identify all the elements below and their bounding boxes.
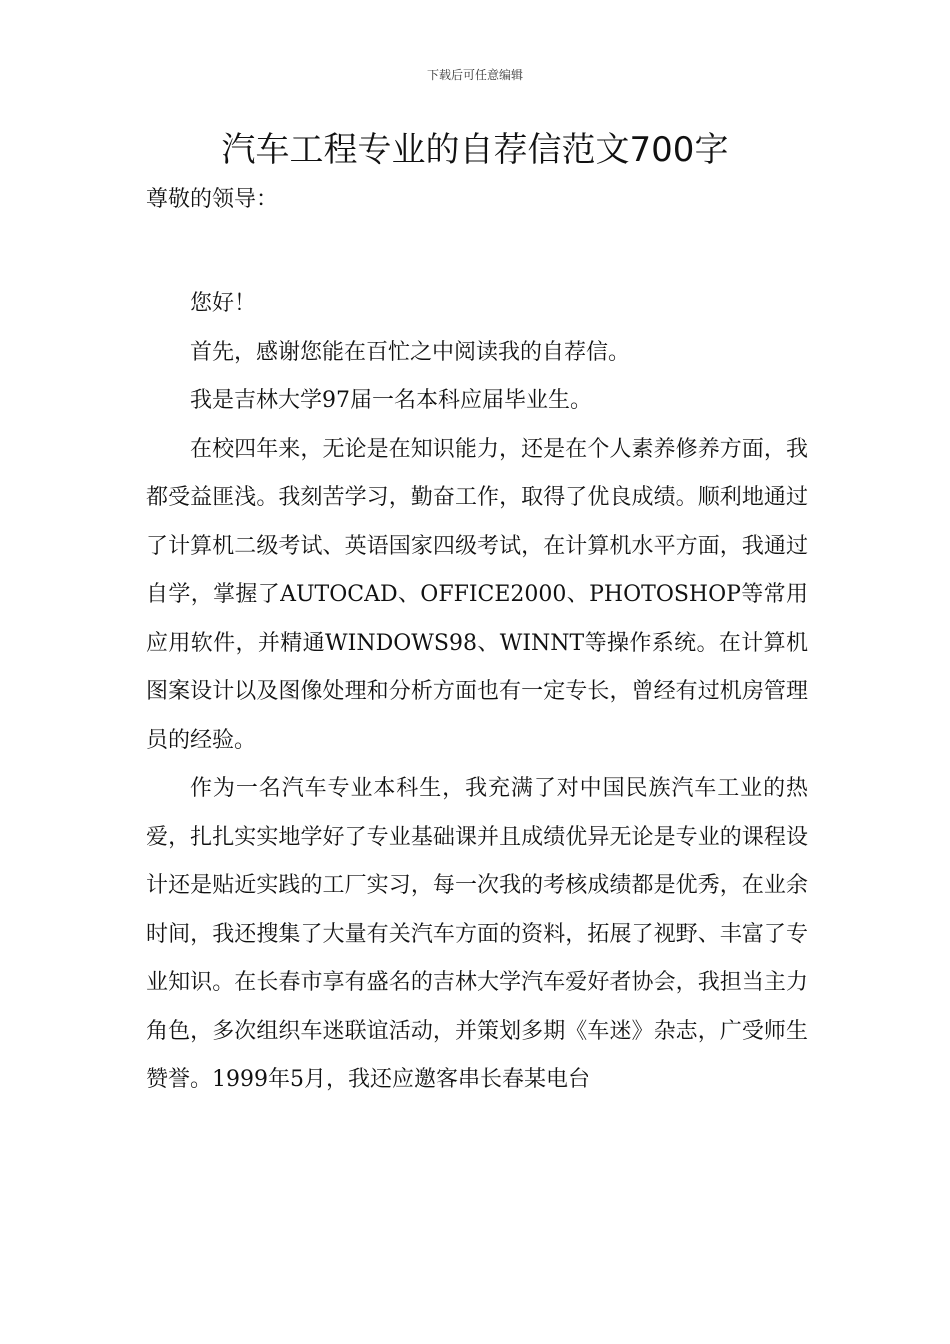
thanks-paragraph: 首先，感谢您能在百忙之中阅读我的自荐信。 — [190, 339, 631, 365]
study-paragraph: 在校四年来，无论是在知识能力，还是在个人素养修养方面，我都受益匪浅。我刻苦学习，勤奋工作，取得了优良成绩。顺利地通过了计算机二级考试、英语国家四级考试，在计算机水平方面，我通过自学，掌握了AUTOCAD、OFFICE2000、PHOTOSHOP等常用应用软件，并精通WINDOWS98、WINNT等操作系统。在计算机图案设计以及图像处理和分析方面也有一定专长，曾经有过机房管理员的经验。 — [146, 436, 808, 753]
major-paragraph: 作为一名汽车专业本科生，我充满了对中国民族汽车工业的热爱，扎扎实实地学好了专业基础课并且成绩优异无论是专业的课程设计还是贴近实践的工厂实习，每一次我的考核成绩都是优秀，在业余时间，我还搜集了大量有关汽车方面的资料，拓展了视野、丰富了专业知识。在长春市享有盛名的吉林大学汽车爱好者协会，我担当主力角色，多次组织车迷联谊活动，并策划多期《车迷》杂志，广受师生赞誉。1999年5月，我还应邀客串长春某电台 — [146, 776, 808, 1092]
greeting-paragraph: 您好！ — [190, 291, 257, 316]
salutation: 尊敬的领导： — [146, 187, 279, 212]
intro-paragraph: 我是吉林大学97届一名本科应届毕业生。 — [190, 388, 592, 413]
header-note: 下载后可任意编辑 — [426, 68, 523, 82]
letter-body — [146, 280, 808, 1105]
document-title: 汽车工程专业的自荐信范文700字 — [221, 130, 729, 170]
